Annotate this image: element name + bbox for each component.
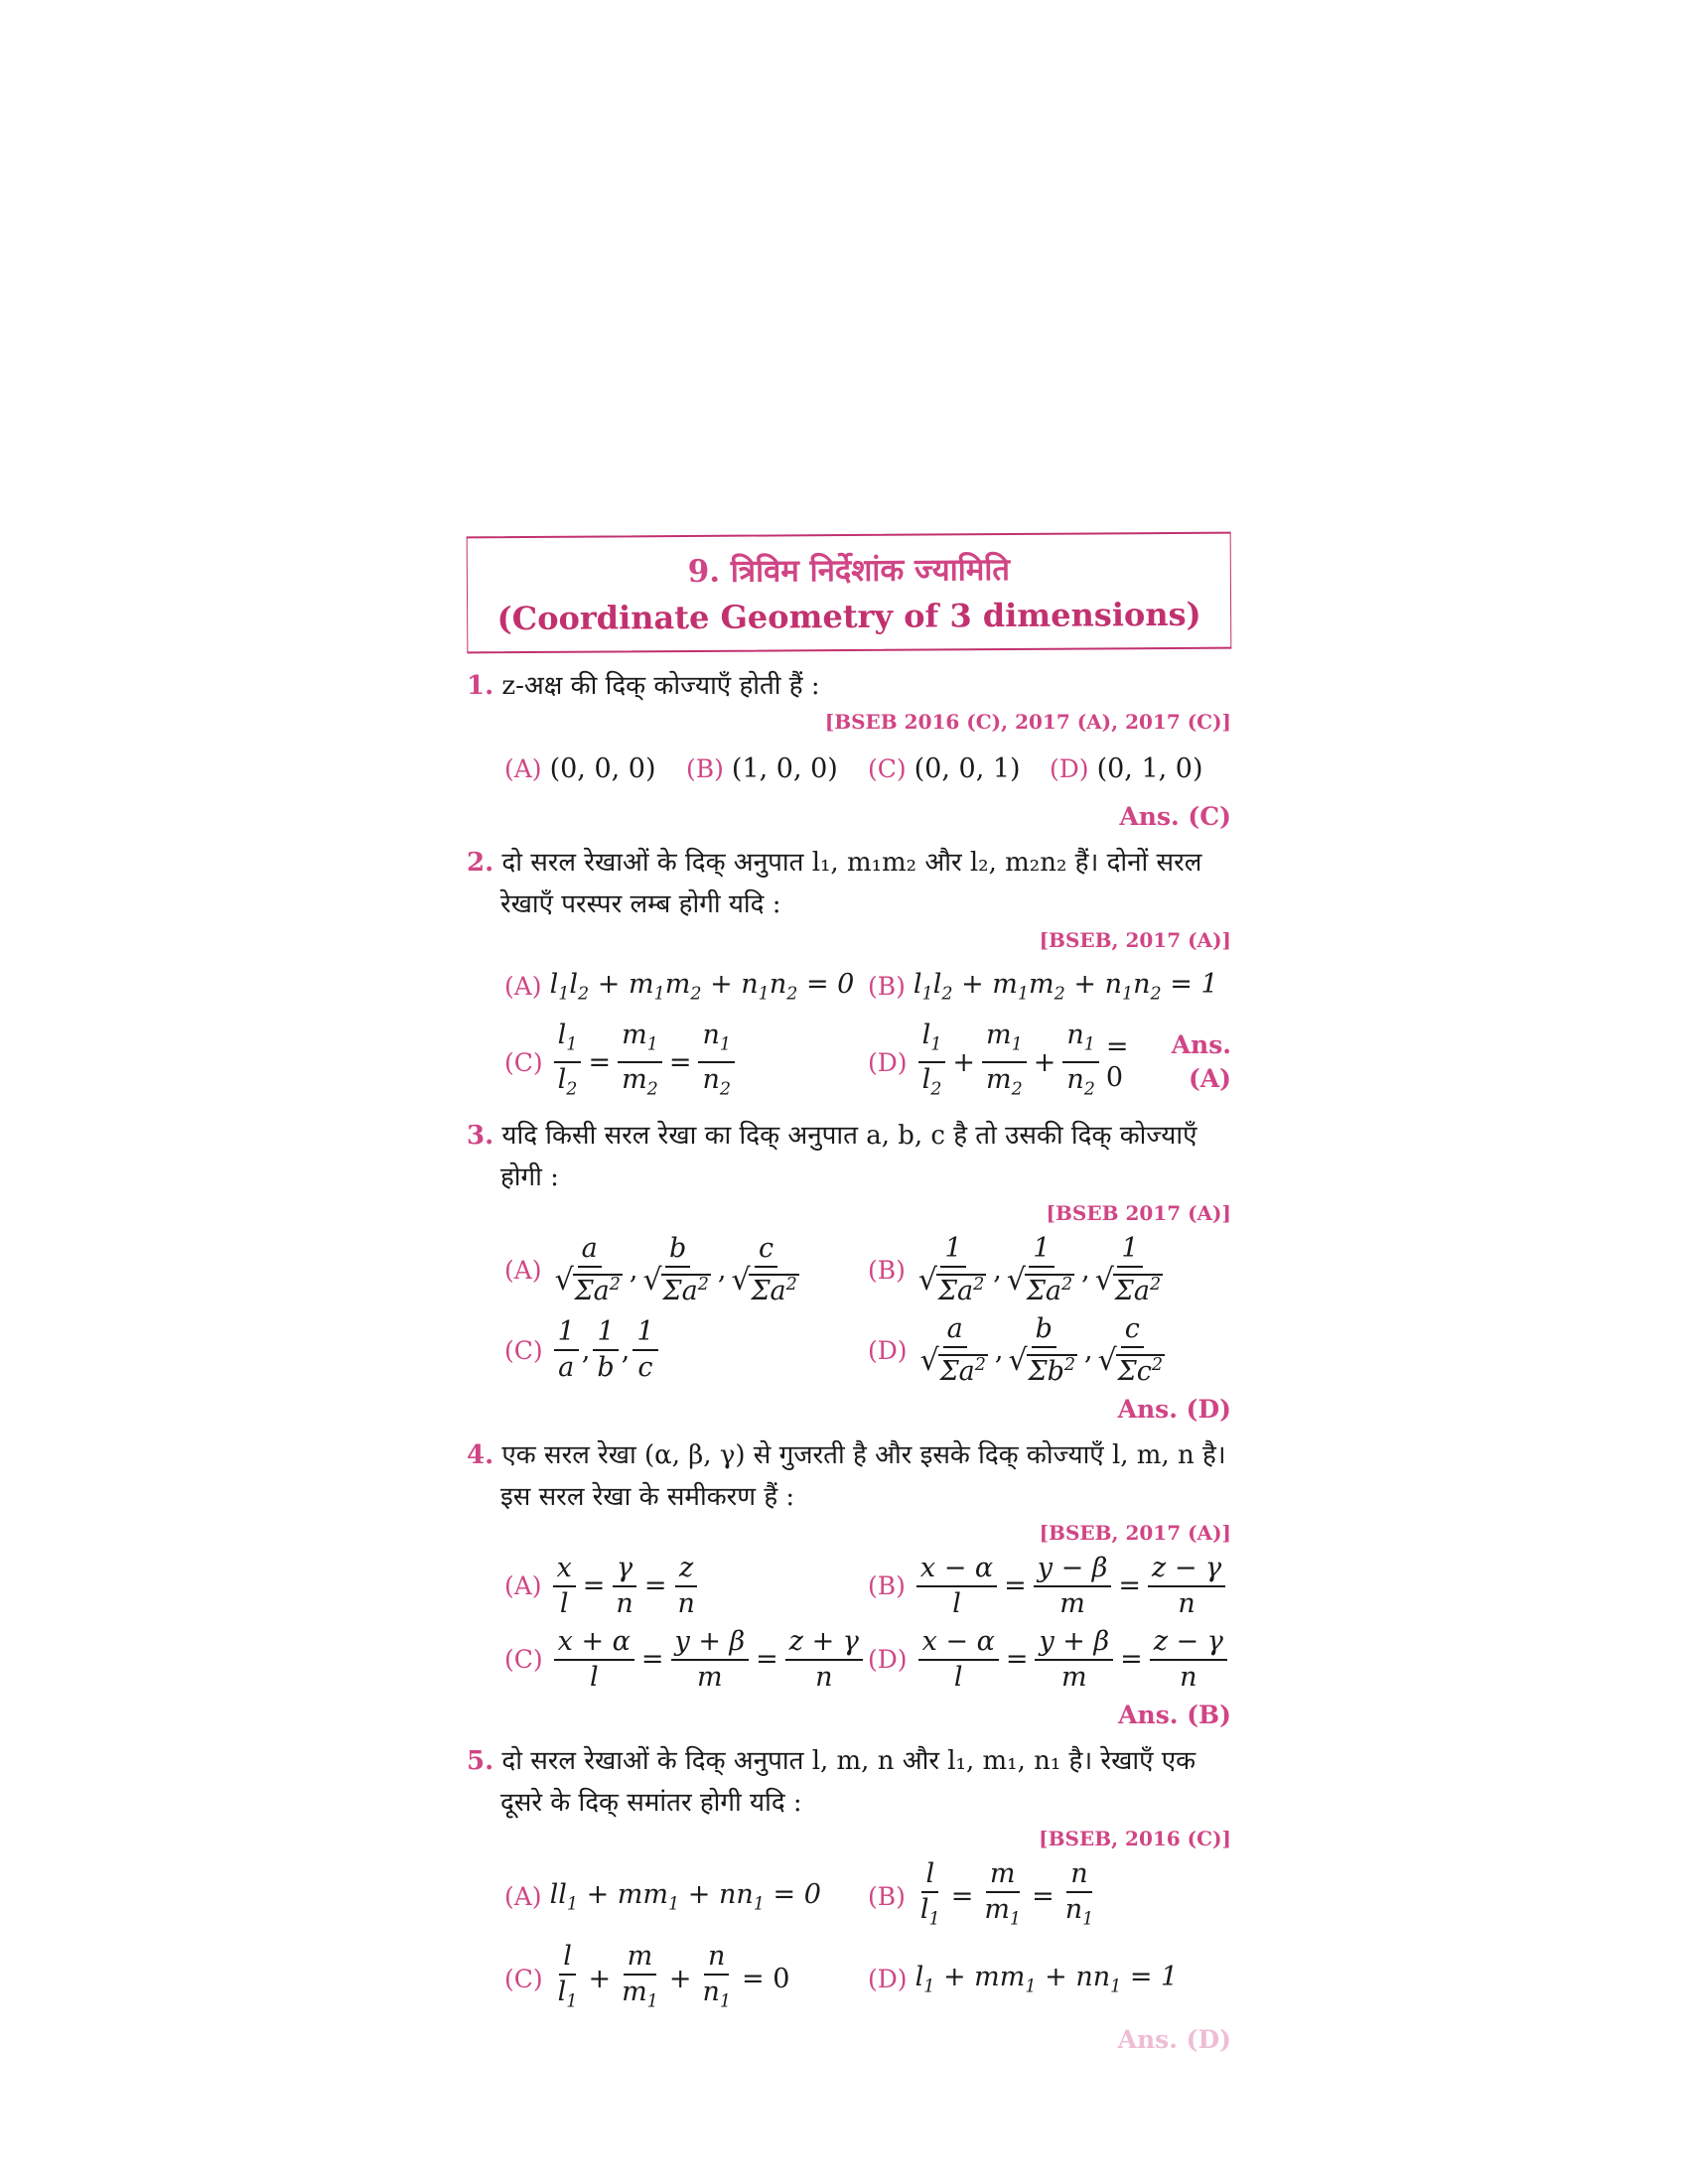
option-c: (C) $\frac{l}{l_1}$ + $\frac{m}{m_1}$ + $\frac{n}{n_1}$ = 0 [504,1941,790,2012]
question-number: 5. [467,1745,494,1776]
option-d: (D) $\frac{x - \alpha}{l}$ = $\frac{y + \beta}{m}$ = $\frac{z - \gamma}{n}$ [868,1625,1231,1695]
question-source: [BSEB, 2016 (C)] [1039,1826,1231,1850]
option-b: (B) $l_1l_2 + m_1m_2 + n_1n_2 = 1$ [868,969,1218,1005]
option-b: (B) $\frac{x - \alpha}{l}$ = $\frac{y - \beta}{m}$ = $\frac{z - \gamma}{n}$ [868,1552,1231,1621]
option-c: (C) $\frac{1}{a}$ , $\frac{1}{b}$ , $\frac{1}{c}$ [504,1315,868,1385]
option-b: (B) $\frac{l}{l_1}$ = $\frac{m}{m_1}$ = $\frac{n}{n_1}$ [868,1857,1094,1930]
question-4 [467,1434,1231,1732]
question-text [467,1115,1231,1198]
chapter-title-english: (Coordinate Geometry of 3 dimensions) [496,595,1201,638]
answer: Ans. (B) [1118,1700,1231,1729]
option-d: (D) $l_1 + mm_1 + nn_1 = 1$ [868,1962,1179,1997]
question-body: दो सरल रेखाओं के दिक् अनुपात l, m, n और l₁, m₁, n₁ है। रेखाएँ एक दूसरे के दिक् समांतर होगी यदि : [500,1745,1196,1818]
question-text [467,1434,1231,1518]
option-d: (D) $\frac{l_1}{l_2}$ + $\frac{m_1}{m_2}$ + $\frac{n_1}{n_2}$ = 0 Ans. (A) [868,1020,1231,1100]
question-body: एक सरल रेखा (α, β, γ) से गुजरती है और इसके दिक् कोज्याएँ l, m, n है। इस सरल रेखा के समीकरण हैं : [500,1439,1226,1512]
option-c: (C) $\frac{x + \alpha}{l}$ = $\frac{y + \beta}{m}$ = $\frac{z + \gamma}{n}$ [504,1625,868,1695]
question-source: [BSEB, 2017 (A)] [1039,928,1231,952]
option-a: (A) $\frac{x}{l}$ = $\frac{\gamma}{n}$ = $\frac{z}{n}$ [504,1552,868,1621]
answer: Ans. (A) [1171,1030,1231,1094]
answer: Ans. (C) [1119,802,1231,831]
question-5 [467,1740,1231,2057]
question-number: 3. [467,1120,494,1151]
question-body: z-अक्ष की दिक् कोज्याएँ होती हैं : [501,671,820,701]
question-source: [BSEB 2017 (A)] [1046,1200,1231,1225]
option-d: (D) a √ $\Sigma a^2$ , b √ $\Sigma b^2$ , c √ $\Sigma c^2$ [868,1312,1231,1389]
question-text [467,1740,1231,1824]
question-source: [BSEB 2016 (C), 2017 (A), 2017 (C)] [824,710,1231,734]
option-c: (C) $\frac{l_1}{l_2}$ = $\frac{m_1}{m_2}$ = $\frac{n_1}{n_2}$ [504,1019,868,1107]
question-number: 2. [467,848,494,878]
question-number: 1. [467,671,494,701]
option-a: (A) $l_1l_2 + m_1m_2 + n_1n_2 = 0$ [504,969,855,1005]
question-2 [467,842,1231,1107]
question-number: 4. [467,1439,494,1470]
question-body: दो सरल रेखाओं के दिक् अनुपात l₁, m₁m₂ और l₂, m₂n₂ हैं। दोनों सरल रेखाएँ परस्पर लम्ब होगी यदि : [500,848,1202,919]
answer: Ans. (D) [1117,1394,1231,1424]
question-3 [467,1115,1231,1427]
option-a: (A) (0, 0, 0) [504,752,656,784]
question-1 [467,665,1231,834]
option-b: (B) 1 √ $\Sigma a^2$ , 1 √ $\Sigma a^2$ , 1 √ $\Sigma a^2$ [868,1232,1231,1308]
question-text [467,665,1231,707]
option-a: (A) $ll_1 + mm_1 + nn_1 = 0$ [504,1878,821,1915]
chapter-title-box [467,532,1232,654]
question-text [467,842,1231,925]
answer: Ans. (D) [1117,2024,1231,2054]
question-page [467,534,1231,2065]
question-body: यदि किसी सरल रेखा का दिक् अनुपात a, b, c है तो उसकी दिक् कोज्याएँ होगी : [500,1120,1197,1192]
chapter-title-hindi: 9. त्रिविम निर्देशांक ज्यामिति [687,552,1011,590]
option-b: (B) (1, 0, 0) [686,752,838,784]
question-source: [BSEB, 2017 (A)] [1039,1520,1231,1545]
option-a: (A) a √ $\Sigma a^2$ , b √ $\Sigma a^2$ , c √ $\Sigma a^2$ [504,1232,868,1308]
option-d: (D) (0, 1, 0) [1050,752,1203,784]
option-c: (C) (0, 0, 1) [868,752,1021,784]
